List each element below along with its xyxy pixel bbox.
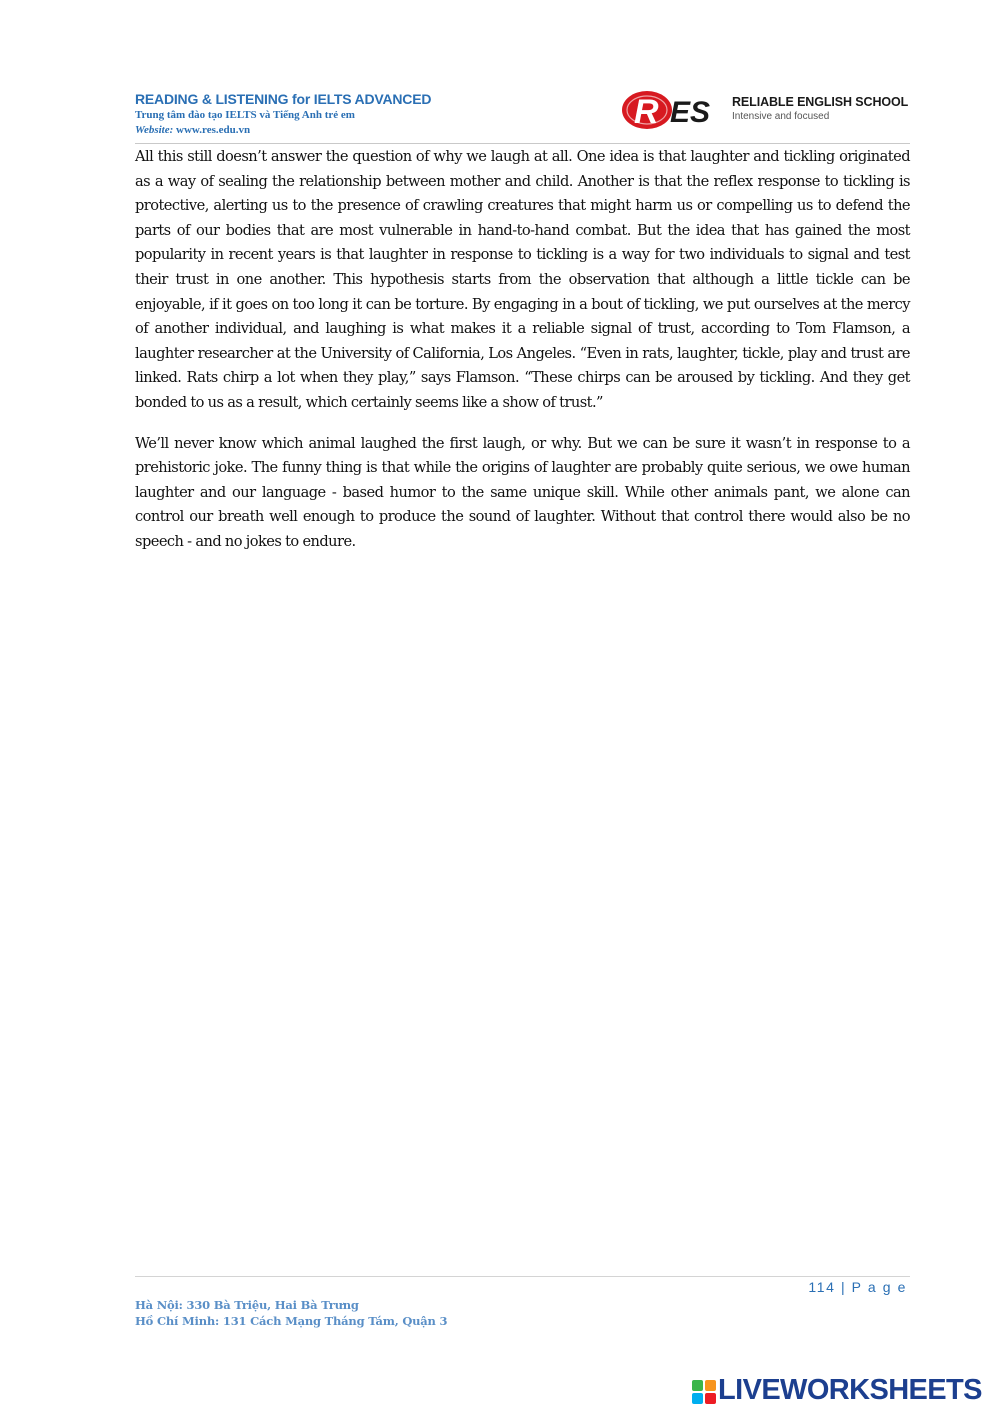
page-header	[135, 88, 910, 144]
header-divider	[135, 143, 910, 144]
res-logo-mark	[620, 88, 730, 132]
svg-text:ES: ES	[670, 96, 711, 129]
header-subtitle: Trung tâm đào tạo IELTS và Tiếng Anh trẻ em	[135, 109, 355, 121]
paragraph-2: We’ll never know which animal laughed the first laugh, or why. But we can be sure it wasn’t in response to a prehistoric joke. The funny thing is that while the origins of laughter are probably quite serious, we owe human laughter and our language - based humor to the same unique skill. While other animals pant, we alone can control our breath well enough to produce the sound of laughter. Without that control there would also be no speech - and no jokes to endure.	[135, 434, 910, 550]
liveworksheets-watermark	[692, 1374, 992, 1408]
svg-text:R: R	[634, 93, 659, 131]
address-hanoi: Hà Nội: 330 Bà Triệu, Hai Bà Trưng	[135, 1298, 359, 1312]
res-logo	[620, 88, 910, 132]
header-title: READING & LISTENING for IELTS ADVANCED	[135, 91, 432, 107]
school-tagline: Intensive and focused	[732, 111, 830, 122]
footer-divider	[135, 1276, 910, 1277]
paragraph-1: All this still doesn’t answer the question of why we laugh at all. One idea is that laughter and tickling originated as a way of sealing the relationship between mother and child. Another is that the reflex response to tickling is protective, alerting us to the presence of crawling creatures that might harm us or compelling us to defend the parts of our bodies that are most vulnerable in hand-to-hand combat. But the idea that has gained the most popularity in recent years is that laughter in response to tickling is a way for two individuals to signal and test their trust in one another. This hypothesis starts from the observation that although a little tickle can be enjoyable, if it goes on too long it can be torture. By engaging in a bout of tickling, we put ourselves at the mercy of another individual, and laughing is what makes it a reliable signal of trust, according to Tom Flamson, a laughter researcher at the University of California, Los Angeles. “Even in rats, laughter, tickle, play and trust are linked. Rats chirp a lot when they play,” says Flamson. “These chirps can be aroused by tickling. And they get bonded to us as a result, which certainly seems like a show of trust.”	[135, 148, 910, 411]
body-text	[135, 145, 910, 571]
website-label: Website:	[135, 124, 174, 136]
liveworksheets-logo-icon	[692, 1380, 716, 1404]
website-url: www.res.edu.vn	[176, 124, 251, 136]
school-name: RELIABLE ENGLISH SCHOOL	[732, 95, 909, 109]
liveworksheets-text: LIVEWORKSHEETS	[718, 1374, 982, 1406]
address-hcm: Hồ Chí Minh: 131 Cách Mạng Tháng Tám, Quận 3	[135, 1314, 448, 1328]
header-website	[135, 124, 250, 136]
page-number: 114 | P a g e	[808, 1279, 907, 1295]
